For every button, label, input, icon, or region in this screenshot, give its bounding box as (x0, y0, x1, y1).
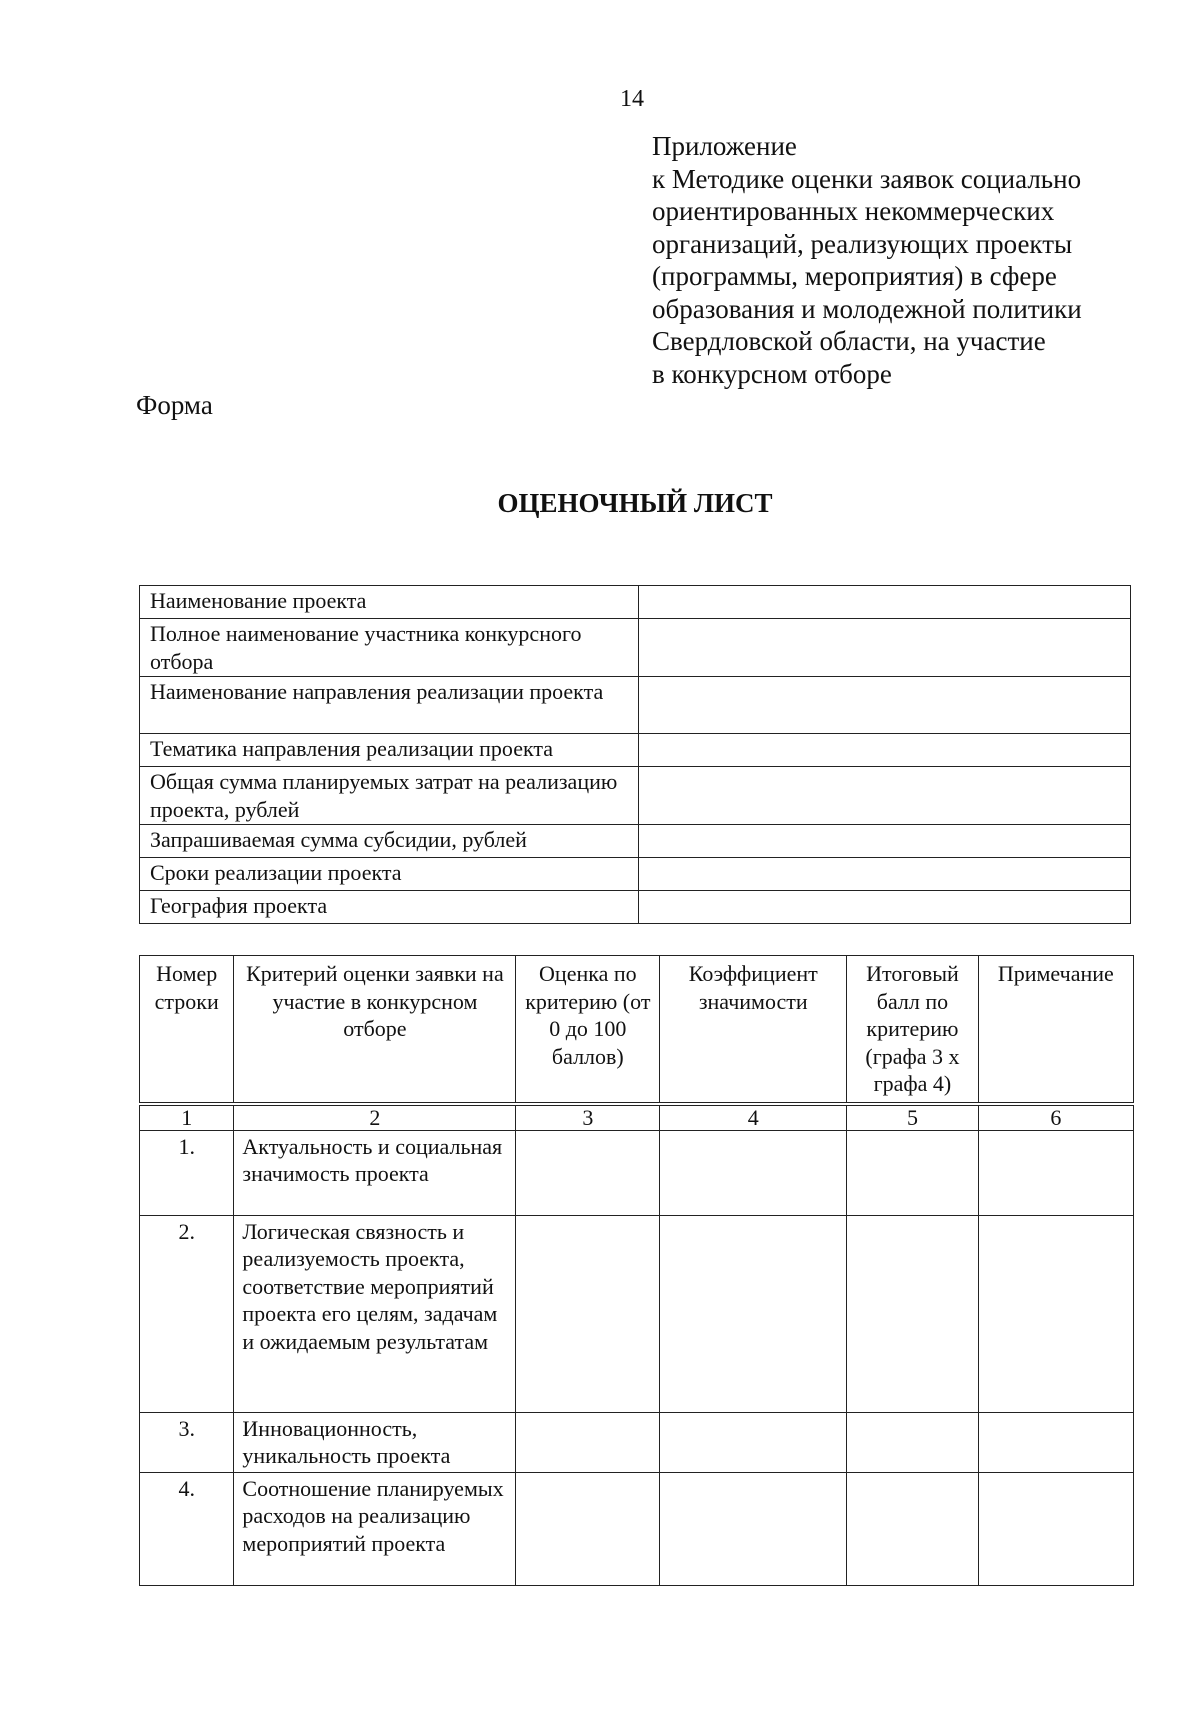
note-cell (978, 1215, 1133, 1412)
row-number: 2. (140, 1215, 234, 1412)
info-value (639, 891, 1131, 924)
appendix-line: Приложение (652, 131, 797, 161)
criteria-row (140, 1412, 1134, 1472)
total-cell (847, 1215, 978, 1412)
total-cell (847, 1472, 978, 1585)
appendix-note (652, 130, 1172, 390)
project-info-table (139, 585, 1131, 924)
appendix-line: в конкурсном отборе (652, 358, 892, 389)
note-cell (978, 1130, 1133, 1215)
criterion-text: Соотношение планируемых расходов на реализацию мероприятий проекта (234, 1472, 516, 1585)
criterion-text: Инновационность, уникальность проекта (234, 1412, 516, 1472)
info-row (140, 734, 1131, 767)
info-row (140, 677, 1131, 734)
column-header: Номер строки (140, 956, 234, 1103)
info-label: География проекта (140, 891, 639, 924)
appendix-line: ориентированных некоммерческих (652, 196, 1055, 226)
criterion-text: Актуальность и социальная значимость проекта (234, 1130, 516, 1215)
row-number: 3. (140, 1412, 234, 1472)
document-title: ОЦЕНОЧНЫЙ ЛИСТ (497, 488, 773, 518)
criteria-header-row (140, 956, 1134, 1103)
coefficient-cell (660, 1215, 847, 1412)
column-number: 1 (140, 1105, 234, 1130)
info-label: Общая сумма планируемых затрат на реализацию проекта, рублей (140, 767, 639, 825)
info-label: Полное наименование участника конкурсного отбора (140, 619, 639, 677)
info-row (140, 858, 1131, 891)
appendix-line: (программы, мероприятия) в сфере (652, 261, 1057, 291)
appendix-line: образования и молодежной политики (652, 293, 1082, 324)
score-cell (516, 1130, 660, 1215)
coefficient-cell (660, 1472, 847, 1585)
appendix-line: организаций, реализующих проекты (652, 228, 1073, 259)
column-header: Итоговый балл по критерию (графа 3 х графа 4) (847, 956, 978, 1103)
form-label: Форма (136, 390, 213, 420)
criteria-row (140, 1472, 1134, 1585)
info-label: Сроки реализации проекта (140, 858, 639, 891)
criteria-row (140, 1215, 1134, 1412)
coefficient-cell (660, 1130, 847, 1215)
info-row (140, 825, 1131, 858)
info-value (639, 825, 1131, 858)
column-header: Оценка по критерию (от 0 до 100 баллов) (516, 956, 660, 1103)
criteria-row (140, 1130, 1134, 1215)
info-value (639, 677, 1131, 734)
info-value (639, 586, 1131, 619)
score-cell (516, 1472, 660, 1585)
criteria-table (139, 955, 1134, 1586)
coefficient-cell (660, 1412, 847, 1472)
total-cell (847, 1130, 978, 1215)
info-value (639, 619, 1131, 677)
score-cell (516, 1412, 660, 1472)
info-value (639, 858, 1131, 891)
appendix-line: к Методике оценки заявок социально (652, 163, 1082, 194)
column-number: 5 (847, 1105, 978, 1130)
appendix-line: Свердловской области, на участие (652, 326, 1046, 356)
info-value (639, 734, 1131, 767)
note-cell (978, 1412, 1133, 1472)
row-number: 1. (140, 1130, 234, 1215)
column-number: 2 (234, 1105, 516, 1130)
info-row (140, 891, 1131, 924)
column-number: 4 (660, 1105, 847, 1130)
info-label: Тематика направления реализации проекта (140, 734, 639, 767)
info-value (639, 767, 1131, 825)
column-header: Критерий оценки заявки на участие в конкурсном отборе (234, 956, 516, 1103)
column-header: Коэффициент значимости (660, 956, 847, 1103)
row-number: 4. (140, 1472, 234, 1585)
criterion-text: Логическая связность и реализуемость проекта, соответствие мероприятий проекта его целям, задачам и ожидаемым результатам (234, 1215, 516, 1412)
total-cell (847, 1412, 978, 1472)
info-row (140, 586, 1131, 619)
info-label: Наименование проекта (140, 586, 639, 619)
column-header: Примечание (978, 956, 1133, 1103)
note-cell (978, 1472, 1133, 1585)
info-row (140, 619, 1131, 677)
info-row (140, 767, 1131, 825)
column-number: 6 (978, 1105, 1133, 1130)
page-number: 14 (620, 86, 644, 112)
column-number-row (140, 1105, 1134, 1130)
info-label: Запрашиваемая сумма субсидии, рублей (140, 825, 639, 858)
score-cell (516, 1215, 660, 1412)
column-number: 3 (516, 1105, 660, 1130)
info-label: Наименование направления реализации проекта (140, 677, 639, 734)
